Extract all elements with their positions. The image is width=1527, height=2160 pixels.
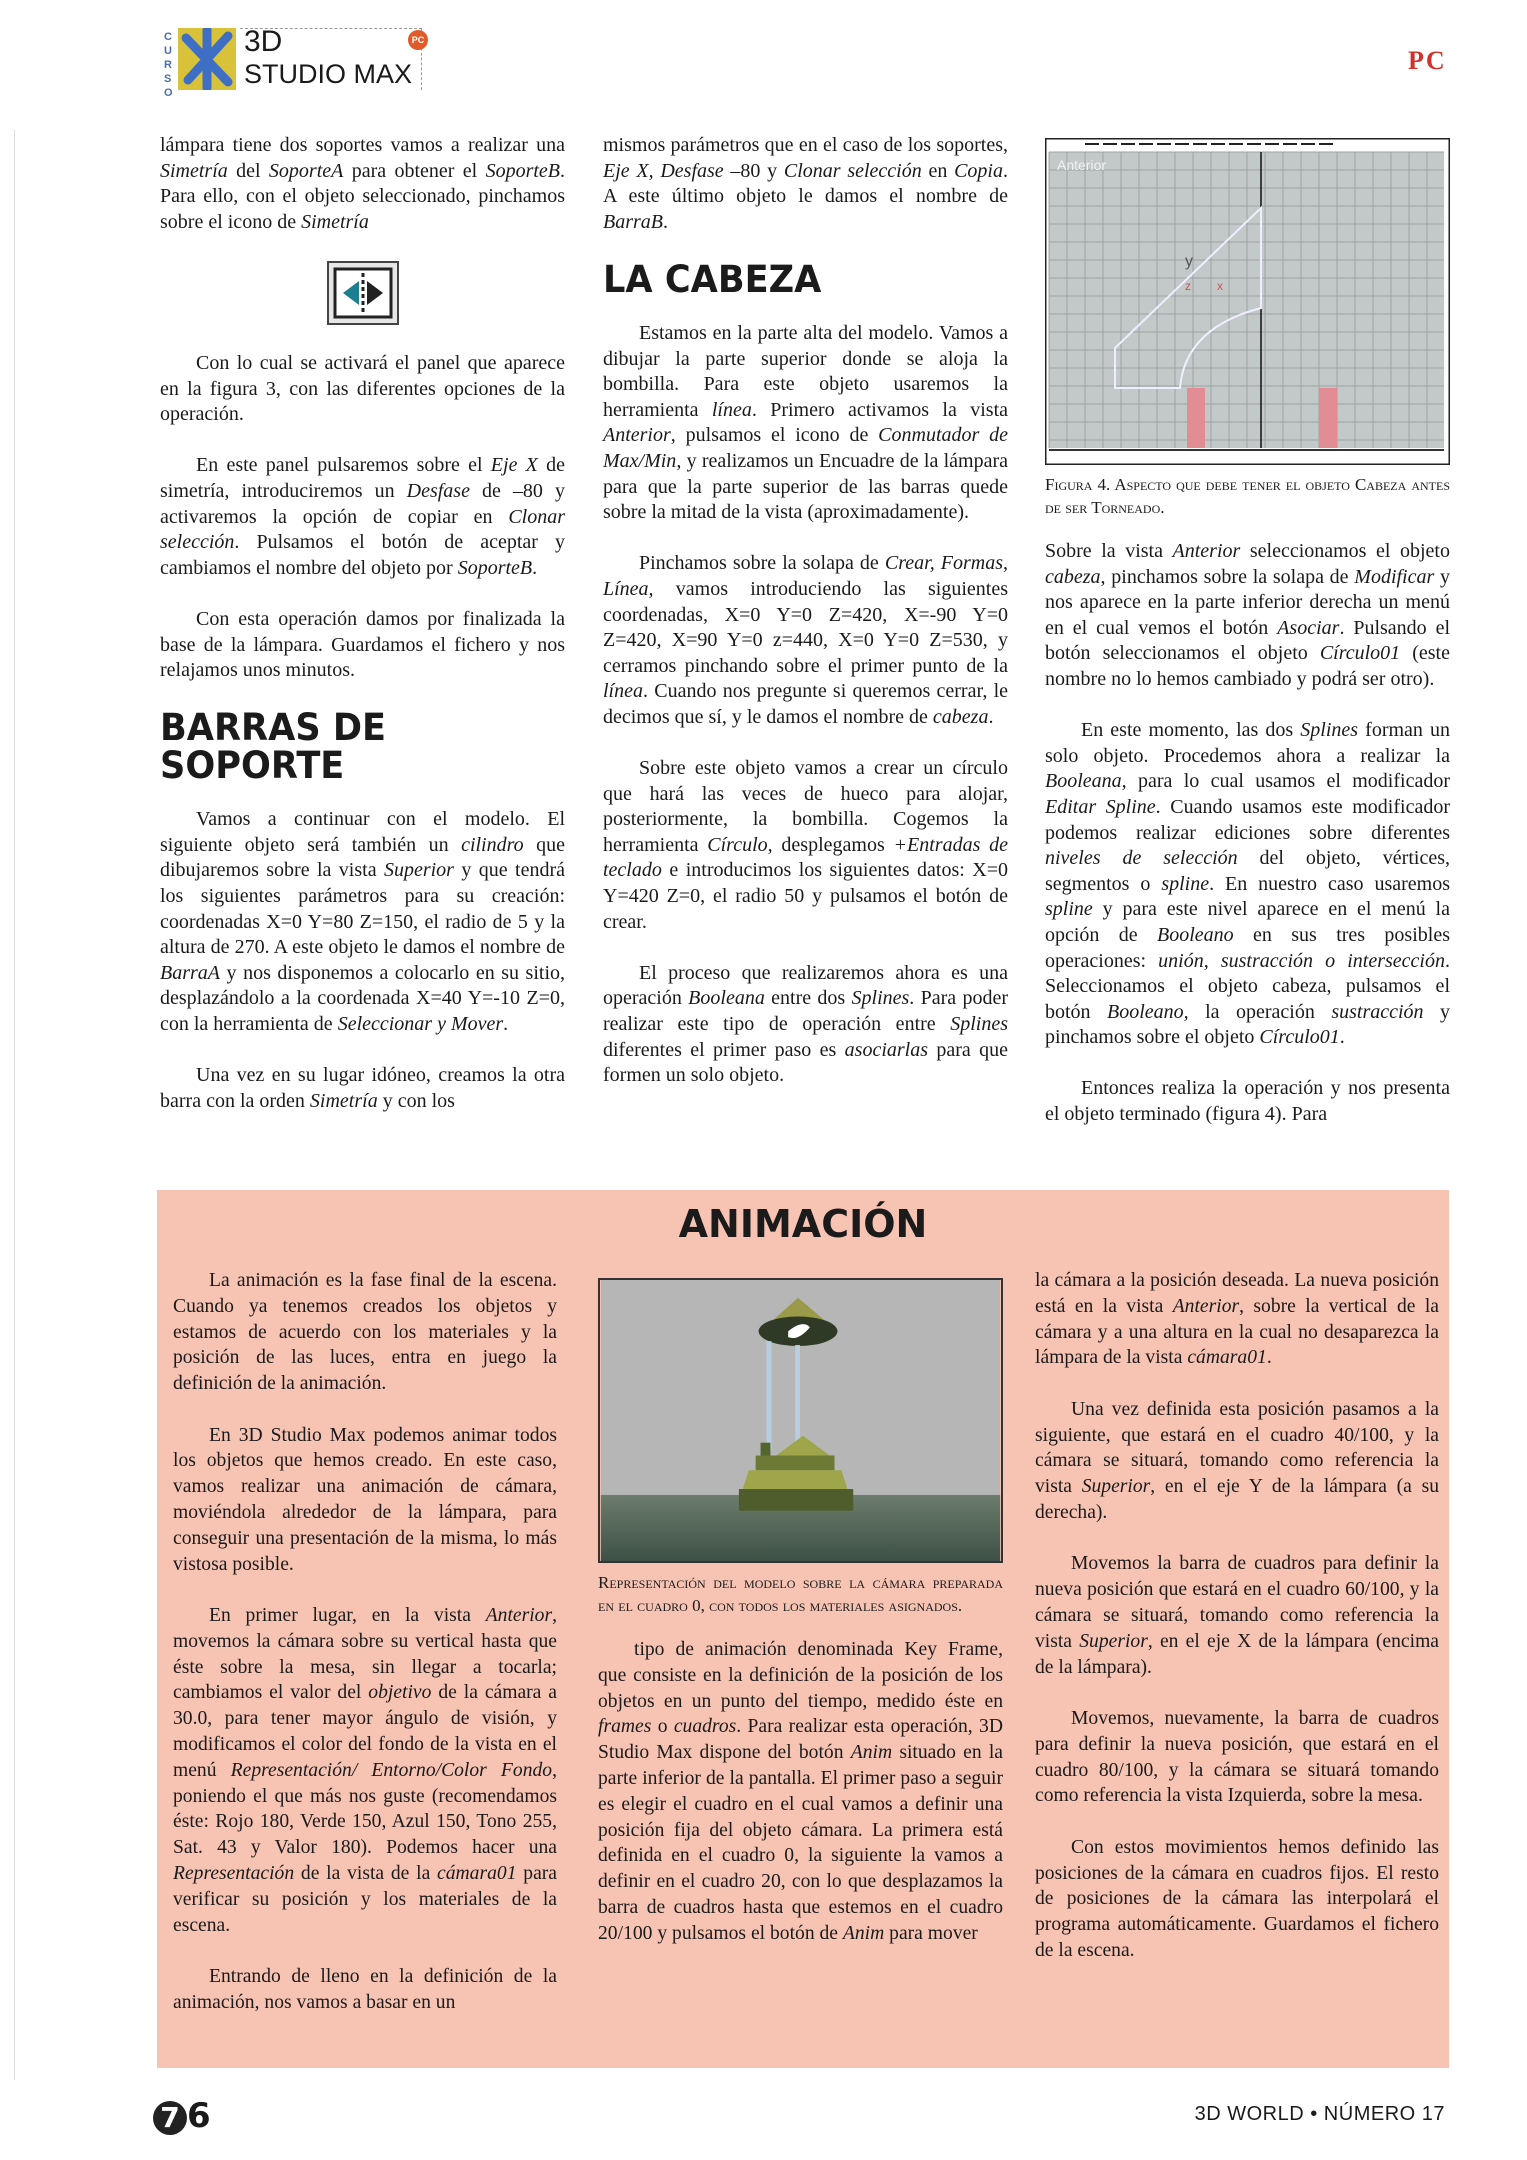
text-run: para verificar su posición y los materiales de la escena.: [173, 1862, 557, 1936]
italic-term: SoporteB: [457, 556, 533, 579]
text-run: vamos introduciendo las siguientes coordenadas, X=0 Y=0 Z=420, X=-90 Y=0 Z=420, X=90 Y=0 z=440, X=0 Y=0 Z=530, y cerramos pinchando sobre el primer punto de la: [603, 577, 1008, 677]
axis-label-y: y: [1185, 253, 1193, 270]
italic-term: Seleccionar y Mover: [337, 1013, 504, 1036]
paragraph: [603, 551, 1008, 730]
text-run: . Para realizar esta operación, 3D Studio Max dispone del botón: [598, 1716, 1004, 1764]
italic-term: Modificar: [1354, 565, 1435, 588]
italic-term: cuadros: [673, 1716, 737, 1738]
text-run: Sobre este objeto vamos a crear un círculo que hará las veces de hueco para alojar, posteriormente, la bombilla. Cogemos la herramienta: [603, 757, 1008, 856]
text-run: la operación: [1188, 1000, 1332, 1023]
paragraph: [598, 1637, 1003, 1947]
italic-term: Crear, Formas, Línea,: [603, 552, 1008, 600]
text-run: Estamos en la parte alta del modelo. Vamos a dibujar la parte superior donde se aloja la bombilla. Para este objeto usaremos la herramienta: [603, 321, 1008, 421]
italic-term: spline: [1045, 898, 1093, 921]
italic-term: Conmutador de Max/Min: [603, 424, 1008, 472]
text-run: , pinchamos sobre la solapa de: [1100, 565, 1355, 588]
text-run: Movemos, nuevamente, la barra de cuadros para definir la nueva posición, que estará en el cuadro 80/100, y la cámara se situará tomando como referencia la vista Izquierda, sobre la mesa.: [1035, 1707, 1439, 1807]
mirror-icon: [327, 261, 399, 325]
italic-term: Anim: [850, 1742, 893, 1764]
italic-term: Anterior: [485, 1604, 553, 1626]
paragraph: [603, 133, 1008, 235]
paragraph: [1035, 1397, 1439, 1526]
italic-term: SoporteB: [485, 159, 561, 182]
text-run: . Cuando nos pregunte si queremos cerrar, le decimos que sí, y le damos el nombre de: [603, 680, 1008, 728]
italic-term: Booleano,: [1107, 1000, 1189, 1023]
italic-term: sustracción: [1331, 1000, 1424, 1023]
italic-term: Anterior: [1172, 540, 1241, 562]
figure-4-viewport: [1045, 138, 1450, 465]
text-run: para lo cual usamos el modificador: [1126, 770, 1450, 793]
paragraph: [173, 1268, 557, 1397]
text-run: Una vez definida esta posición pasamos a la siguiente, que estará en el cuadro 40/100, y la cámara se situará, tomando como referencia la vista: [1035, 1398, 1439, 1498]
italic-term: Clonar selección: [783, 159, 922, 182]
text-run: y nos aparece en la parte inferior derecha un menú en el cual vemos el botón: [1045, 565, 1451, 639]
section-tag: PC: [1408, 46, 1447, 75]
paragraph: [1045, 718, 1450, 1051]
italic-term: SoporteA: [268, 159, 344, 182]
text-run: Movemos la barra de cuadros para definir la nueva posición que estará en el cuadro 60/100, y la cámara se situará, tomando como referencia la vista: [1035, 1553, 1439, 1652]
scan-edge: [14, 130, 15, 2080]
italic-term: Círculo,: [707, 833, 773, 856]
text-run: forman un solo objeto. Procedemos ahora a realizar la: [1045, 719, 1451, 767]
sidebar-column-3: [1035, 1268, 1439, 2058]
lamp-render-caption: Representación del modelo sobre la cámara preparada en el cuadro 0, con todos los materiales asignados.: [598, 1573, 1003, 1615]
paragraph: [603, 961, 1008, 1089]
text-run: .: [532, 556, 538, 579]
sidebar-column-1: [173, 1268, 557, 2058]
italic-term: frames: [598, 1716, 652, 1738]
paragraph: [160, 453, 565, 581]
paragraph: [173, 1423, 557, 1578]
publication-issue: 3D WORLD • NÚMERO 17: [1194, 2103, 1445, 2125]
text-run: diferentes el primer paso es: [603, 1038, 845, 1061]
axis-label-x: x: [1217, 279, 1223, 293]
text-run: Con estos movimientos hemos definido las posiciones de la cámara en cuadros fijos. El resto de posiciones de la cámara las interpolará el programa automáticamente. Guardamos el fichero de la escena.: [1035, 1836, 1439, 1961]
italic-term: Clonar selección: [160, 505, 565, 554]
text-run: entre dos: [764, 987, 852, 1010]
text-run: , en el eje Y de la lámpara (a su derecha).: [1035, 1476, 1439, 1523]
paragraph: [160, 607, 565, 684]
text-run: situado en la parte inferior de la pantalla. El primer paso a seguir es elegir el cuadro en el cual vamos a definir una posición fija del objeto cámara. La primera está definida en el cuadro 0, la siguiente la vamos a definir en el cuadro 20, con lo que desplazamos la barra de cuadros hasta que estemos en el cuadro 20/100 y pulsamos el botón de: [598, 1742, 1003, 1944]
italic-term: BarraB: [603, 210, 663, 233]
page-number-first-digit: 7: [153, 2101, 187, 2135]
text-run: Vamos a continuar con el modelo. El siguiente objeto será también un: [160, 808, 565, 856]
text-run: e introducimos los siguientes datos: X=0 Y=420 Z=0, el radio 50 y pulsamos el botón de crear.: [603, 859, 1008, 933]
italic-term: Eje X: [490, 454, 538, 477]
text-run: . A este último objeto le damos el nombre de: [603, 159, 1008, 208]
text-run: . Para poder realizar este tipo de operación entre: [603, 987, 1008, 1035]
text-run: Sobre la vista: [1045, 540, 1173, 562]
italic-term: cámara01: [437, 1862, 517, 1884]
italic-term: Representación: [173, 1862, 295, 1884]
italic-term: Anterior: [1172, 1295, 1240, 1317]
italic-term: Círculo01: [1319, 642, 1401, 665]
text-run: . En nuestro caso usaremos: [1209, 872, 1451, 895]
text-run: de simetría, introduciremos un: [160, 454, 565, 502]
italic-term: Simetría: [301, 210, 369, 233]
animation-sidebar-box: [157, 1190, 1449, 2068]
text-run: en sus tres posibles operaciones:: [1045, 923, 1450, 972]
text-run: .: [1266, 1347, 1272, 1369]
paragraph: [173, 1964, 557, 2016]
paragraph: [603, 756, 1008, 935]
page-number: [153, 2096, 211, 2136]
text-run: . Pulsando el botón seleccionamos el objeto: [1045, 616, 1451, 665]
text-run: Entonces realiza la operación y nos presenta el objeto terminado (figura 4). Para: [1045, 1077, 1450, 1126]
text-run: . Primero activamos la vista: [751, 398, 1008, 421]
section-heading: LA CABEZA: [603, 257, 822, 301]
italic-term: cabeza: [932, 705, 989, 728]
text-run: En este momento, las dos: [1081, 719, 1301, 742]
text-run: y pinchamos sobre el objeto: [1045, 1000, 1451, 1049]
text-run: . Pulsamos el botón de aceptar y cambiamos el nombre del objeto por: [160, 531, 565, 579]
section-heading: BARRAS DE SOPORTE: [160, 706, 387, 788]
text-run: desplegamos: [772, 833, 894, 856]
text-run: –80 y: [723, 159, 784, 182]
text-run: .: [988, 705, 994, 728]
italic-term: objetivo: [368, 1682, 432, 1704]
text-run: para obtener el: [343, 159, 486, 182]
italic-term: +Entradas de teclado: [603, 833, 1009, 882]
text-run: del objeto, vértices, segmentos o: [1045, 847, 1450, 895]
italic-term: cilindro: [461, 833, 524, 856]
text-run: Pinchamos sobre la solapa de: [639, 552, 885, 575]
logo-mark-icon: [178, 28, 236, 90]
paragraph: [173, 1603, 557, 1938]
text-run: , poniendo el que más nos guste (recomendamos éste: Rojo 180, Verde 150, Azul 150, Tono 255, Sat. 43 y Valor 180). Podemos hacer una: [173, 1759, 557, 1859]
article-column-1: [160, 133, 565, 1168]
text-run: En este panel pulsaremos sobre el: [196, 454, 491, 477]
italic-term: Círculo01: [1259, 1026, 1340, 1049]
text-run: , pulsamos el icono de: [670, 424, 879, 447]
text-run: y para este nivel aparece en el menú la opción de: [1045, 898, 1450, 946]
italic-term: Editar Spline: [1045, 795, 1156, 818]
text-run: , y realizamos un Encuadre de la lámpara para que la parte superior de las barras quede sobre la mitad de la vista (aproximadamente).: [603, 449, 1008, 524]
paragraph: [603, 321, 1008, 526]
logo-title-3d: 3D: [244, 25, 283, 58]
text-run: , movemos la cámara sobre su vertical hasta que éste sobre la mesa, sin llegar a tocarla; cambiamos el valor del: [173, 1604, 557, 1704]
italic-term: BarraA: [160, 961, 220, 984]
paragraph: [1035, 1551, 1439, 1680]
course-logo: [160, 25, 425, 99]
sidebar-column-2: [598, 1278, 1003, 2058]
italic-term: Simetría: [309, 1089, 378, 1112]
text-run: para que formen un solo objeto.: [603, 1038, 1008, 1087]
text-run: Con lo cual se activará el panel que aparece en la figura 3, con las diferentes opciones de la operación.: [160, 351, 565, 426]
italic-term: Superior: [1081, 1476, 1151, 1498]
paragraph: [160, 1063, 565, 1114]
italic-term: Booleano: [1157, 923, 1234, 946]
logo-title-studio-max: STUDIO MAX: [244, 59, 413, 89]
italic-term: línea: [603, 680, 643, 703]
paragraph: [1045, 1076, 1450, 1127]
italic-term: Simetría: [160, 159, 228, 182]
italic-term: Anim: [842, 1922, 885, 1944]
paragraph: [1045, 539, 1450, 693]
text-run: . Seleccionamos el objeto cabeza, pulsamos el botón: [1045, 949, 1450, 1023]
lamp-render-image: [598, 1278, 1003, 1563]
text-run: seleccionamos el objeto: [1240, 540, 1450, 562]
figure-4-caption: Figura 4. Aspecto que debe tener el objeto Cabeza antes de ser Torneado.: [1045, 475, 1450, 517]
text-run: Con esta operación damos por finalizada la base de la lámpara. Guardamos el fichero y nos relajamos unos minutos.: [160, 607, 565, 682]
text-run: El proceso que realizaremos ahora es una operación: [603, 961, 1008, 1010]
text-run: que dibujaremos sobre la vista: [160, 833, 565, 882]
text-run: Entrando de lleno en la definición de la animación, nos vamos a basar en un: [173, 1965, 557, 2013]
text-run: de la cámara a 30.0, para tener mayor ángulo de visión, y modificamos el color del fondo de la vista en el menú: [173, 1682, 557, 1781]
logo-pc-badge: PC: [408, 30, 428, 50]
paragraph: [1035, 1268, 1439, 1371]
text-run: de la vista de la: [294, 1862, 438, 1884]
text-run: lámpara tiene dos soportes vamos a realizar una: [160, 134, 565, 156]
text-run: Una vez en su lugar idóneo, creamos la otra barra con la orden: [160, 1064, 565, 1112]
text-run: En primer lugar, en la vista: [209, 1604, 486, 1626]
text-run: en: [921, 159, 955, 182]
italic-term: Booleana: [688, 987, 765, 1010]
italic-term: cámara01: [1187, 1347, 1267, 1369]
text-run: y con los: [377, 1089, 455, 1112]
text-run: .: [663, 210, 668, 233]
text-run: , sobre la vertical de la cámara y a una altura en la cual no desaparezca la lámpara de la vista: [1035, 1295, 1439, 1369]
italic-term: Booleana,: [1045, 770, 1127, 793]
viewport-label: Anterior: [1057, 157, 1107, 173]
sidebar-title: ANIMACIÓN: [678, 1202, 928, 1246]
text-run: .: [1339, 1026, 1345, 1049]
text-run: y que tendrá los siguientes parámetros para su creación: coordenadas X=0 Y=80 Z=150, el radio de 5 y la altura de 270. A este objeto le damos el nombre de: [160, 859, 565, 959]
text-run: La animación es la fase final de la escena. Cuando ya tenemos creados los objetos y estamos de acuerdo con los materiales y la posición de las luces, entra en juego la definición de la animación.: [173, 1270, 557, 1395]
text-run: para mover: [884, 1922, 978, 1944]
text-run: .: [503, 1013, 509, 1036]
paragraph: [1035, 1706, 1439, 1809]
italic-term: spline: [1161, 872, 1210, 895]
italic-term: Superior: [1079, 1630, 1148, 1652]
paragraph: [1035, 1835, 1439, 1964]
text-run: , en el eje X de la lámpara (encima de la lámpara).: [1035, 1630, 1439, 1678]
italic-term: línea: [711, 398, 752, 421]
text-run: (este nombre no lo hemos cambiado y podrá ser otro).: [1045, 642, 1450, 690]
text-run: . Cuando usamos este modificador podemos realizar ediciones sobre diferentes: [1045, 795, 1450, 844]
italic-term: Asociar: [1277, 616, 1340, 639]
text-run: o: [651, 1716, 674, 1738]
italic-term: unión, sustracción o intersección: [1158, 949, 1445, 972]
article-column-3: [1045, 138, 1450, 1168]
italic-term: Copia: [954, 159, 1003, 182]
text-run: la cámara a la posición deseada. La nueva posición está en la vista: [1035, 1270, 1439, 1317]
paragraph: [160, 351, 565, 428]
italic-term: Desfase: [406, 479, 470, 502]
italic-term: Superior: [383, 859, 454, 882]
italic-term: Splines: [1300, 719, 1359, 742]
italic-term: Eje X, Desfase: [603, 159, 724, 182]
italic-term: Representación/ Entorno/Color Fondo: [230, 1759, 553, 1781]
text-run: de –80 y activaremos la opción de copiar en: [160, 479, 565, 528]
italic-term: asociarlas: [844, 1038, 928, 1061]
text-run: En 3D Studio Max podemos animar todos los objetos que hemos creado. En este caso, vamos realizar una animación de cámara, moviéndola alrededor de la lámpara, para conseguir una presentación de la misma, lo más vistosa posible.: [173, 1424, 557, 1575]
text-run: . Para ello, con el objeto seleccionado, pinchamos sobre el icono de: [160, 159, 566, 233]
axis-label-z: z: [1185, 279, 1191, 293]
italic-term: cabeza: [1045, 565, 1101, 588]
paragraph: [160, 133, 565, 235]
page-number-rest: 6: [187, 2096, 211, 2136]
italic-term: Splines: [851, 987, 910, 1010]
text-run: y nos disponemos a colocarlo en su sitio, desplazándolo a la coordenada X=40 Y=-10 Z=0, con la herramienta de: [160, 961, 565, 1036]
article-column-2: [603, 133, 1008, 1168]
text-run: tipo de animación denominada Key Frame, que consiste en la definición de la posición de los objetos en un punto del tiempo, medido éste en: [598, 1639, 1003, 1712]
text-run: mismos parámetros que en el caso de los soportes,: [603, 134, 1008, 156]
italic-term: Anterior: [603, 424, 671, 447]
text-run: del: [227, 159, 269, 182]
italic-term: niveles de selección: [1045, 847, 1238, 870]
paragraph: [160, 807, 565, 1037]
logo-curso-label: CURSO: [164, 31, 173, 99]
italic-term: Splines: [950, 1013, 1008, 1035]
